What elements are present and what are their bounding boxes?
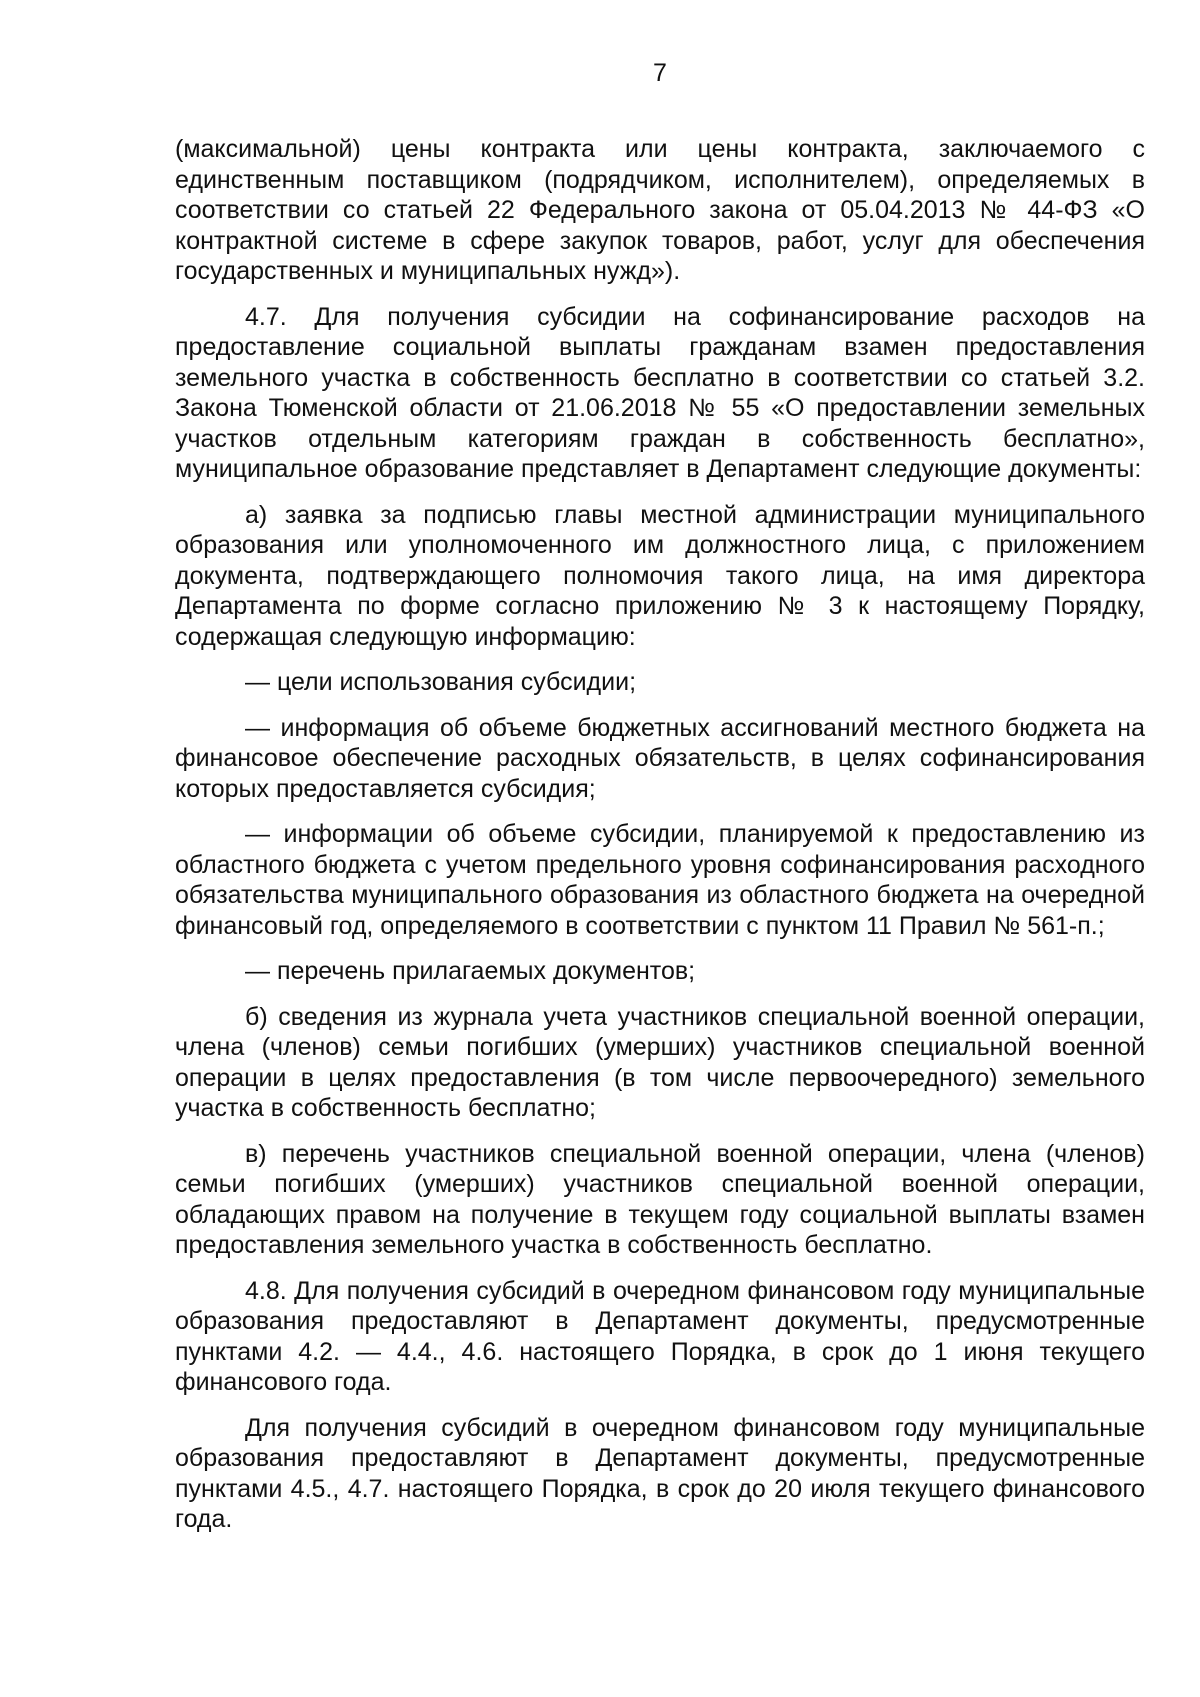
list-item-budget-info: — информация об объеме бюджетных ассигнований местного бюджета на финансовое обеспечение расходных обязательств, в целях софинансирования которых предоставляется субсидия; [175,713,1145,803]
document-body [175,134,1145,1550]
paragraph-continuation: (максимальной) цены контракта или цены контракта, заключаемого с единственным поставщиком (подрядчиком, исполнителем), определяемых в соответствии со статьей 22 Федерального закона от 05.04.2013 № 44-ФЗ «О контрактной системе в сфере закупок товаров, работ, услуг для обеспечения государственных и муниципальных нужд»). [175,135,1145,285]
paragraph-4-7: 4.7. Для получения субсидии на софинансирование расходов на предоставление социальной выплаты гражданам взамен предоставления земельного участка в собственность бесплатно в соответствии со статьей 3.2. Закона Тюменской области от 21.06.2018 № 55 «О предоставлении земельных участков отдельным категориям граждан в собственность бесплатно», муниципальное образование представляет в Департамент следующие документы: [175,302,1145,483]
paragraph-deadline: Для получения субсидий в очередном финансовом году муниципальные образования предоставляют в Департамент документы, предусмотренные пунктами 4.5., 4.7. настоящего Порядка, в срок до 20 июля текущего финансового года. [175,1413,1145,1533]
paragraph-item-b: б) сведения из журнала учета участников специальной военной операции, члена (членов) семьи погибших (умерших) участников специальной военной операции в целях предоставления (в том числе первоочередного) земельного участка в собственность бесплатно; [175,1002,1145,1122]
paragraph-item-a: а) заявка за подписью главы местной администрации муниципального образования или уполномоченного им должностного лица, с приложением документа, подтверждающего полномочия такого лица, на имя директора Департамента по форме согласно приложению № 3 к настоящему Порядку, содержащая следующую информацию: [175,500,1145,651]
paragraph-4-8: 4.8. Для получения субсидий в очередном финансовом году муниципальные образования предоставляют в Департамент документы, предусмотренные пунктами 4.2. — 4.4., 4.6. настоящего Порядка, в срок до 1 июня текущего финансового года. [175,1276,1145,1396]
list-item-goals: — цели использования субсидии; [245,668,637,696]
list-item-subsidy-info: — информации об объеме субсидии, планируемой к предоставлению из областного бюджета с учетом предельного уровня софинансирования расходного обязательства муниципального образования из областного бюджета на очередной финансовый год, определяемого в соответствии с пунктом 11 Правил № 561-п.; [175,820,1145,940]
page-number: 7 [653,59,667,87]
list-item-attachments: — перечень прилагаемых документов; [245,957,696,985]
paragraph-item-v: в) перечень участников специальной военной операции, члена (членов) семьи погибших (умерших) участников специальной военной операции, обладающих правом на получение в текущем году социальной выплаты взамен предоставления земельного участка в собственность бесплатно. [175,1139,1145,1259]
